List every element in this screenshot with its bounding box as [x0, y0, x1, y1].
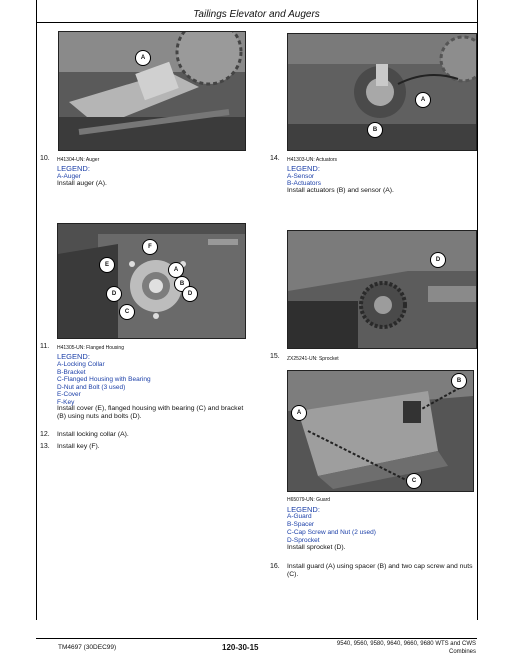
legend-item: B-Bracket	[57, 368, 86, 376]
footer-rule	[36, 638, 477, 639]
actuators-photo	[287, 33, 477, 151]
instruction-text: Install key (F).	[57, 443, 100, 450]
figure-caption: ZX25241-UN: Sprocket	[287, 356, 339, 362]
page-title: Tailings Elevator and Augers	[193, 9, 320, 20]
sprocket-photo	[287, 230, 477, 349]
callout-b: B	[367, 122, 383, 138]
instruction-text: (C).	[287, 571, 299, 578]
instruction-text: Install cover (E), flanged housing with bearing (C) and bracket	[57, 405, 244, 412]
legend-item: A-Sensor	[287, 173, 315, 180]
instruction-text: Install sprocket (D).	[287, 544, 346, 551]
figure-caption: H41304-UN: Auger	[57, 157, 100, 163]
figure-caption: H41303-UN: Actuators	[287, 157, 338, 163]
callout-c: C	[119, 304, 135, 320]
callout-a: A	[168, 262, 184, 278]
step-number: 12.	[40, 431, 50, 438]
figure-caption: H41305-UN: Flanged Housing	[57, 345, 124, 351]
callout-a: A	[135, 50, 151, 66]
step-number: 15.	[270, 353, 280, 360]
legend-title: LEGEND:	[287, 164, 320, 173]
step-number: 14.	[270, 155, 280, 162]
callout-d: D	[430, 252, 446, 268]
step-number: 13.	[40, 443, 50, 450]
footer-page-number: 120-30-15	[222, 643, 259, 652]
header-rule	[36, 22, 477, 23]
legend-item: F-Key	[57, 398, 75, 406]
callout-f: F	[142, 239, 158, 255]
instruction-text: Install actuators (B) and sensor (A).	[287, 187, 394, 194]
legend-item: B-Actuators	[287, 180, 321, 187]
legend-item: A-Locking Collar	[57, 361, 105, 368]
legend-item: D-Nut and Bolt (3 used)	[57, 383, 126, 391]
legend-item: A-Auger	[57, 173, 81, 180]
step-number: 16.	[270, 563, 280, 570]
legend-title: LEGEND:	[57, 164, 90, 173]
callout-a: A	[415, 92, 431, 108]
callout-a: A	[291, 405, 307, 421]
flanged-housing-photo	[57, 223, 246, 339]
step-number: 11.	[40, 343, 50, 350]
instruction-text: Install auger (A).	[57, 180, 107, 187]
instruction-text: (B) using nuts and bolts (D).	[57, 413, 142, 420]
legend-item: C-Cap Screw and Nut (2 used)	[287, 529, 376, 536]
instruction-text: Install locking collar (A).	[57, 431, 129, 438]
legend-item: B-Spacer	[287, 521, 315, 528]
callout-d: D	[106, 286, 122, 302]
figure-caption: H65079-UN: Guard	[287, 497, 331, 503]
legend-item: C-Flanged Housing with Bearing	[57, 376, 151, 383]
legend-item: A-Guard	[287, 513, 312, 520]
footer-product: Combines	[448, 649, 476, 655]
guard-photo	[287, 370, 474, 492]
footer-models: 9540, 9560, 9580, 9640, 9660, 9680 WTS and CWS	[336, 641, 476, 647]
callout-e: E	[99, 257, 115, 273]
legend-item: D-Sprocket	[287, 537, 320, 544]
legend-title: LEGEND:	[287, 505, 320, 514]
callout-b: B	[451, 373, 467, 389]
step-number: 10.	[40, 155, 50, 162]
legend-item: E-Cover	[57, 391, 81, 398]
auger-photo	[58, 31, 246, 151]
legend-title: LEGEND:	[57, 352, 90, 361]
callout-b: B	[174, 276, 190, 292]
callout-c: C	[406, 473, 422, 489]
callout-d: D	[182, 286, 198, 302]
instruction-text: Install guard (A) using spacer (B) and two cap screw and nuts	[287, 563, 473, 570]
footer-doc-id: TM4697 (30DEC99)	[58, 644, 117, 651]
